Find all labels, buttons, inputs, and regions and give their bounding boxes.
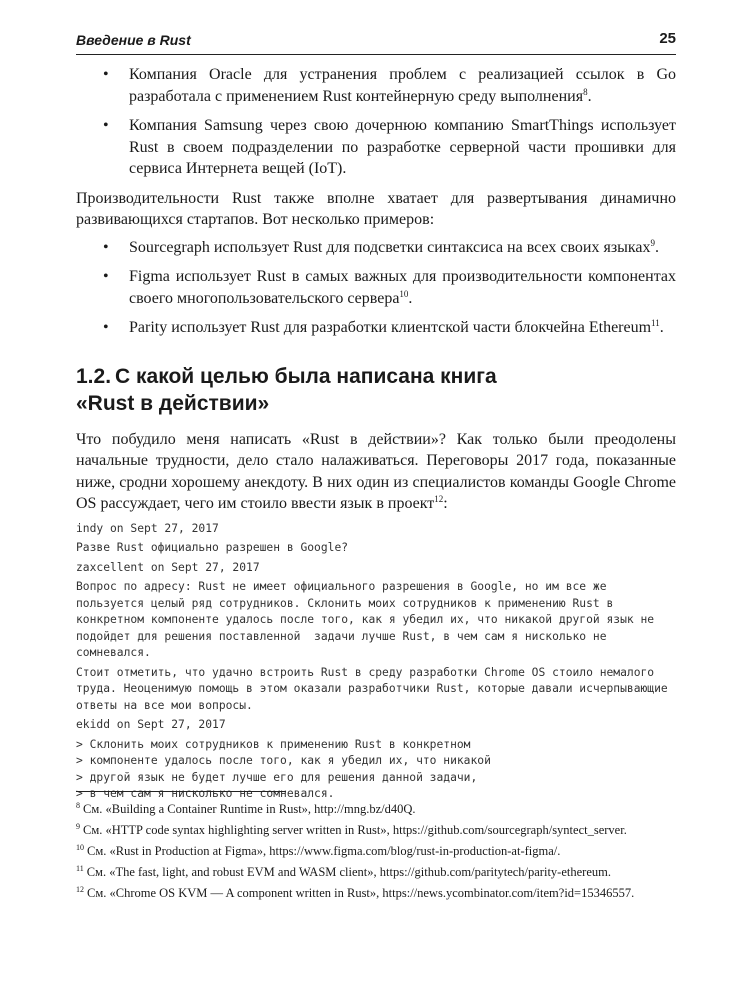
bullet-icon: • xyxy=(103,238,109,256)
footnote-number: 9 xyxy=(76,822,80,831)
paragraph: Производительности Rust также вполне хватает для развертывания динамично развивающихся стартапов. Вот несколько примеров: xyxy=(76,189,676,228)
running-header xyxy=(76,30,676,55)
discussion-excerpt xyxy=(76,521,676,803)
bullet-icon: • xyxy=(103,66,109,83)
section-title-line2: «Rust в действии» xyxy=(76,391,270,415)
paragraph: Что побудило меня написать «Rust в действии»? Как только были преодолены начальные трудности, дело стало налаживаться. Переговоры 2017 года, показанные ниже, сродни хорошему анекдоту. В них один из специалистов команды Google Chrome OS рассуждает, чего им стоило ввести язык в проект$^{12}$: xyxy=(76,430,676,512)
footnote-ref[interactable]: 9 xyxy=(650,237,656,248)
comment-header: zaxcellent on Sept 27, 2017 xyxy=(76,560,260,574)
quote-line: > компоненте удалось после того, как я убедил их, что никакой xyxy=(76,754,491,767)
bullet-icon: • xyxy=(103,319,109,336)
section-heading xyxy=(76,363,676,417)
footnote-divider xyxy=(76,791,286,792)
page-number: 25 xyxy=(659,30,676,47)
footnote-ref[interactable]: 8 xyxy=(583,86,588,97)
companies-list xyxy=(76,64,676,180)
comment-header: ekidd on Sept 27, 2017 xyxy=(76,718,226,731)
comment-text: Разве Rust официально разрешен в Google? xyxy=(76,541,349,554)
list-item: • Parity использует Rust для разработки клиентской части блокчейна Ethereum$^{11}$. xyxy=(76,317,676,339)
comment-text: Стоит отметить, что удачно встроить Rust в среду разработки Chrome OS стоило немалого труда. Неоценимую помощь в этом оказали разработчики Rust, которые давали исчерпывающие ответы на все мои вопросы. xyxy=(76,665,675,712)
comment-text: Вопрос по адресу: Rust не имеет официального разрешения в Google, но им все же пользуется целый ряд сотрудников. Склонить моих сотрудников к применению Rust в конкретном компоненте удалось после того, как я убедил их, что никакой другой язык не подойдет для решения поставленной задачи лучше Rust, в чем сам я нисколько не сомневался. xyxy=(76,580,661,659)
footnote: $^{12}$ См. «Chrome OS KVM — A component written in Rust», https://news.ycombinator.com/item?id=15346557. xyxy=(76,885,635,900)
bullet-icon: • xyxy=(103,117,109,134)
footnote-ref[interactable]: 12 xyxy=(434,494,444,504)
bullet-icon: • xyxy=(103,268,109,285)
section-title-line1: С какой целью была написана книга xyxy=(115,364,497,388)
footnotes xyxy=(76,801,690,906)
quote-line: > другой язык не будет лучше его для решения данной задачи, xyxy=(76,770,478,784)
footnote-number: 10 xyxy=(76,843,84,852)
footnote: $^{10}$ См. «Rust in Production at Figma», https://www.figma.com/blog/rust-in-production-at-figma/. xyxy=(76,843,561,858)
footnote: $^8$ См. «Building a Container Runtime in Rust», http://mng.bz/d40Q. xyxy=(76,801,416,816)
footnote: $^{11}$ См. «The fast, light, and robust EVM and WASM client», https://github.com/paritytech/parity-ethereum. xyxy=(76,864,611,879)
list-item: • Компания Samsung через свою дочернюю компанию SmartThings использует Rust в своем подразделении по разработке серверной части прошивки для сервиса Интернета вещей (IoT). xyxy=(103,117,676,177)
footnote-ref[interactable]: 11 xyxy=(651,318,660,328)
footnote: $^9$ См. «HTTP code syntax highlighting server written in Rust», https://github.com/sourcegraph/syntect_server. xyxy=(76,822,627,837)
chapter-title: Введение в Rust xyxy=(76,32,191,48)
list-item: • Sourcegraph использует Rust для подсветки синтаксиса на всех своих языках$^9$. xyxy=(76,237,676,259)
body-text xyxy=(76,64,676,803)
footnote-ref[interactable]: 10 xyxy=(399,288,409,299)
footnote-number: 11 xyxy=(76,864,84,873)
footnote-number: 8 xyxy=(76,801,80,810)
section-number: 1.2. xyxy=(76,364,112,388)
quote-line: > в чем сам я нисколько не сомневался. xyxy=(76,787,335,800)
comment-header: indy on Sept 27, 2017 xyxy=(76,521,219,535)
list-item: • Figma использует Rust в самых важных для производительности компонентах своего многопользовательского сервера$^{10}$. xyxy=(103,268,676,307)
quote-line: > Склонить моих сотрудников к применению Rust в конкретном xyxy=(76,737,471,751)
footnote-number: 12 xyxy=(76,885,84,894)
startups-list xyxy=(76,237,676,339)
list-item: • Компания Oracle для устранения проблем с реализацией ссылок в Go разработала с применением Rust контейнерную среду выполнения$^8$. xyxy=(103,66,676,105)
